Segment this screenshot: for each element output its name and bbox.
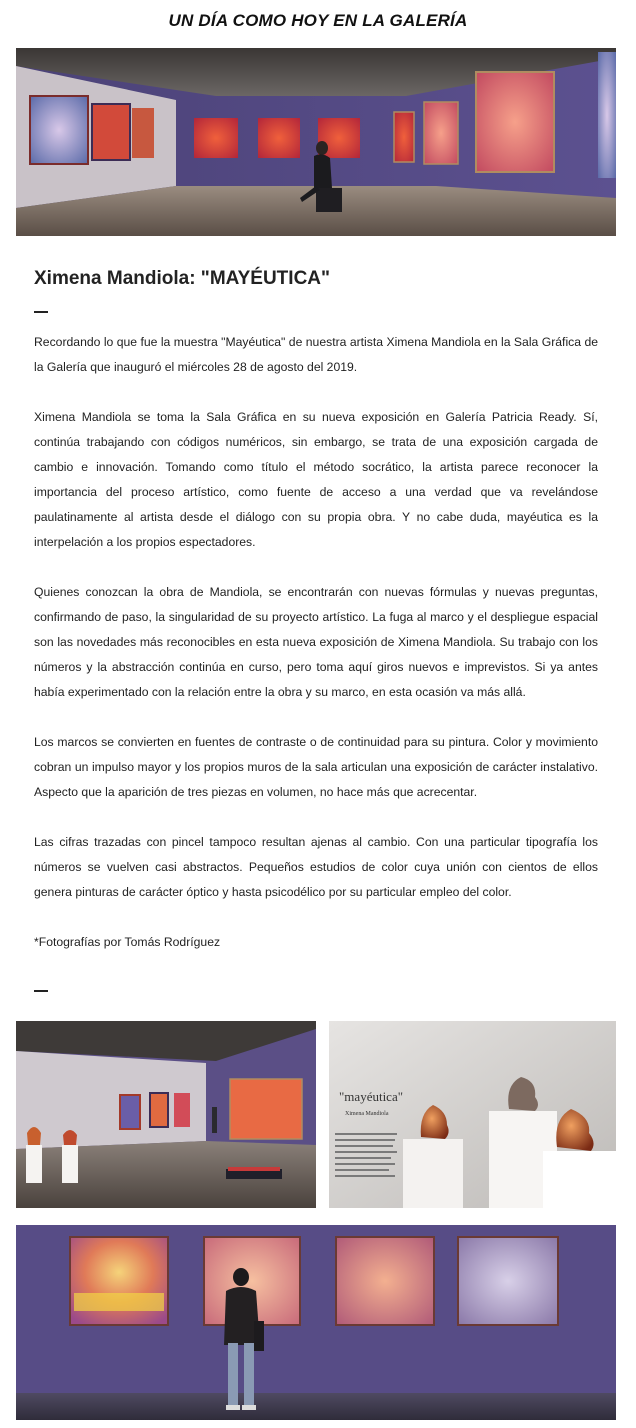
title-divider [34,311,48,313]
gallery-photo-sculptures [329,1021,616,1208]
article-body [34,330,598,980]
hero-gallery-photo [16,48,616,236]
paragraph: Los marcos se convierten en fuentes de contraste o de continuidad para su pintura. Color y movimiento cobran un impulso mayor y los propios muros de la sala articulan una exposición de carácter instalativo. Aspecto que la aparición de tres piezas en volumen, no hace más que acrecentar. [34,735,598,799]
paragraph: Quienes conozcan la obra de Mandiola, se encontrarán con nuevas fórmulas y nuevas preguntas, confirmando de paso, la singularidad de su proyecto artístico. La fuga al marco y el despliegue espacial son las novedades más reconocibles en esta nueva exposición de Ximena Mandiola. Su trabajo con los números y la abstracción continúa en curso, pero toma aquí giros nuevos e imprevistos. Si ya antes había experimentado con la relación entre la obra y su marco, en esta ocasión va más allá. [34,585,598,699]
gallery-photo-visitor [16,1225,616,1420]
paragraph: Ximena Mandiola se toma la Sala Gráfica en su nueva exposición en Galería Patricia Ready. Sí, continúa trabajando con códigos numéricos, sin embargo, se trata de una exposición cargada de cambio e innovación. Tomando como título el método socrático, la artista parece reconocer la importancia del proceso artístico, como fuente de acceso a una verdad que va revelándose paulatinamente al artista desde el diálogo con su propia obra. Y no cabe duda, mayéutica es la interpelación a los propios espectadores. [34,410,598,549]
paragraph: Recordando lo que fue la muestra "Mayéutica" de nuestra artista Ximena Mandiola en la Sala Gráfica de la Galería que inauguró el miércoles 28 de agosto del 2019. [34,335,598,374]
paragraph: Las cifras trazadas con pincel tampoco resultan ajenas al cambio. Con una particular tipografía los números se vuelven casi abstractos. Pequeños estudios de color cuya unión con cientos de ellos genera pinturas de carácter óptico y hasta psicodélico por su particular empleo del color. [34,835,598,899]
gallery-photo-room [16,1021,316,1208]
wall-text-title: "mayéutica" [339,1089,404,1104]
section-divider [34,990,48,992]
photo-credit: *Fotografías por Tomás Rodríguez [34,935,221,949]
page-title: UN DÍA COMO HOY EN LA GALERÍA [168,11,468,30]
article-title: Ximena Mandiola: "MAYÉUTICA" [34,268,331,289]
wall-text-subtitle: Ximena Mandiola [345,1111,389,1117]
